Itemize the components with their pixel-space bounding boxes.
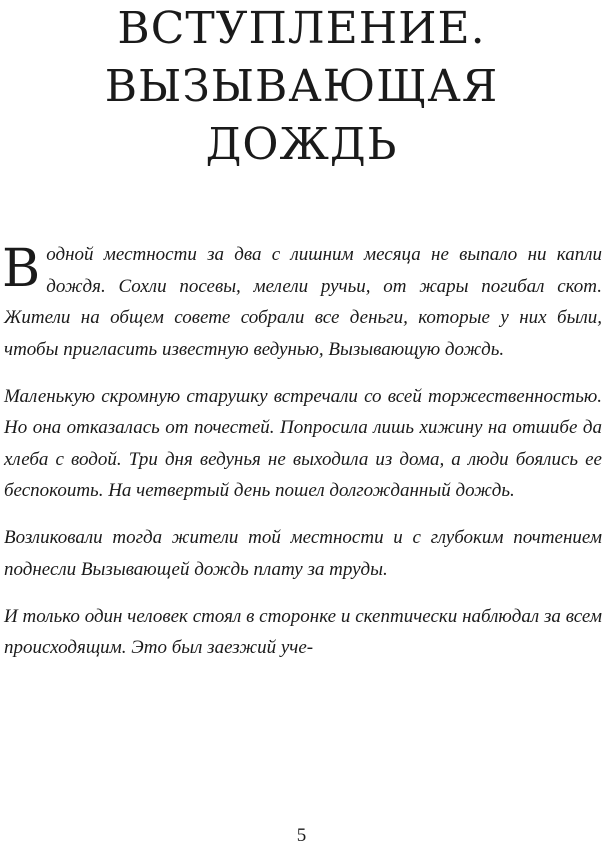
page-number: 5	[296, 825, 307, 845]
chapter-title-line-1: ВСТУПЛЕНИЕ.	[117, 3, 486, 54]
paragraph-1-text: одной местности за два с лишним месяца не выпало ни капли дождя. Сохли посевы, мелели ручьи, от жары погибал скот. Жители на общем совете собрали все деньги, которые у них были, чтобы пригласить известную ведунью, Вызывающую дождь.	[4, 244, 602, 360]
paragraph-4: И только один человек стоял в сторонке и скептически наблюдал за всем происходящим. Это был заезжий уче-	[4, 605, 602, 658]
body-text	[4, 239, 602, 679]
paragraph-2: Маленькую скромную старушку встречали со всей торжественностью. Но она отказалась от почестей. Попросила лишь хижину на отшибе да хлеба с водой. Три дня ведунья не выходила из дома, а люди боялись ее беспокоить. На четвертый день пошел долгожданный дождь.	[4, 385, 602, 501]
chapter-title	[0, 0, 603, 174]
drop-cap-letter: В	[2, 239, 41, 299]
paragraph-1	[4, 239, 602, 365]
chapter-title-line-2: ВЫЗЫВАЮЩАЯ	[104, 61, 499, 112]
chapter-title-line-3: ДОЖДЬ	[205, 119, 398, 170]
paragraph-3: Возликовали тогда жители той местности и с глубоким почтением поднесли Вызывающей дождь плату за труды.	[4, 527, 602, 580]
